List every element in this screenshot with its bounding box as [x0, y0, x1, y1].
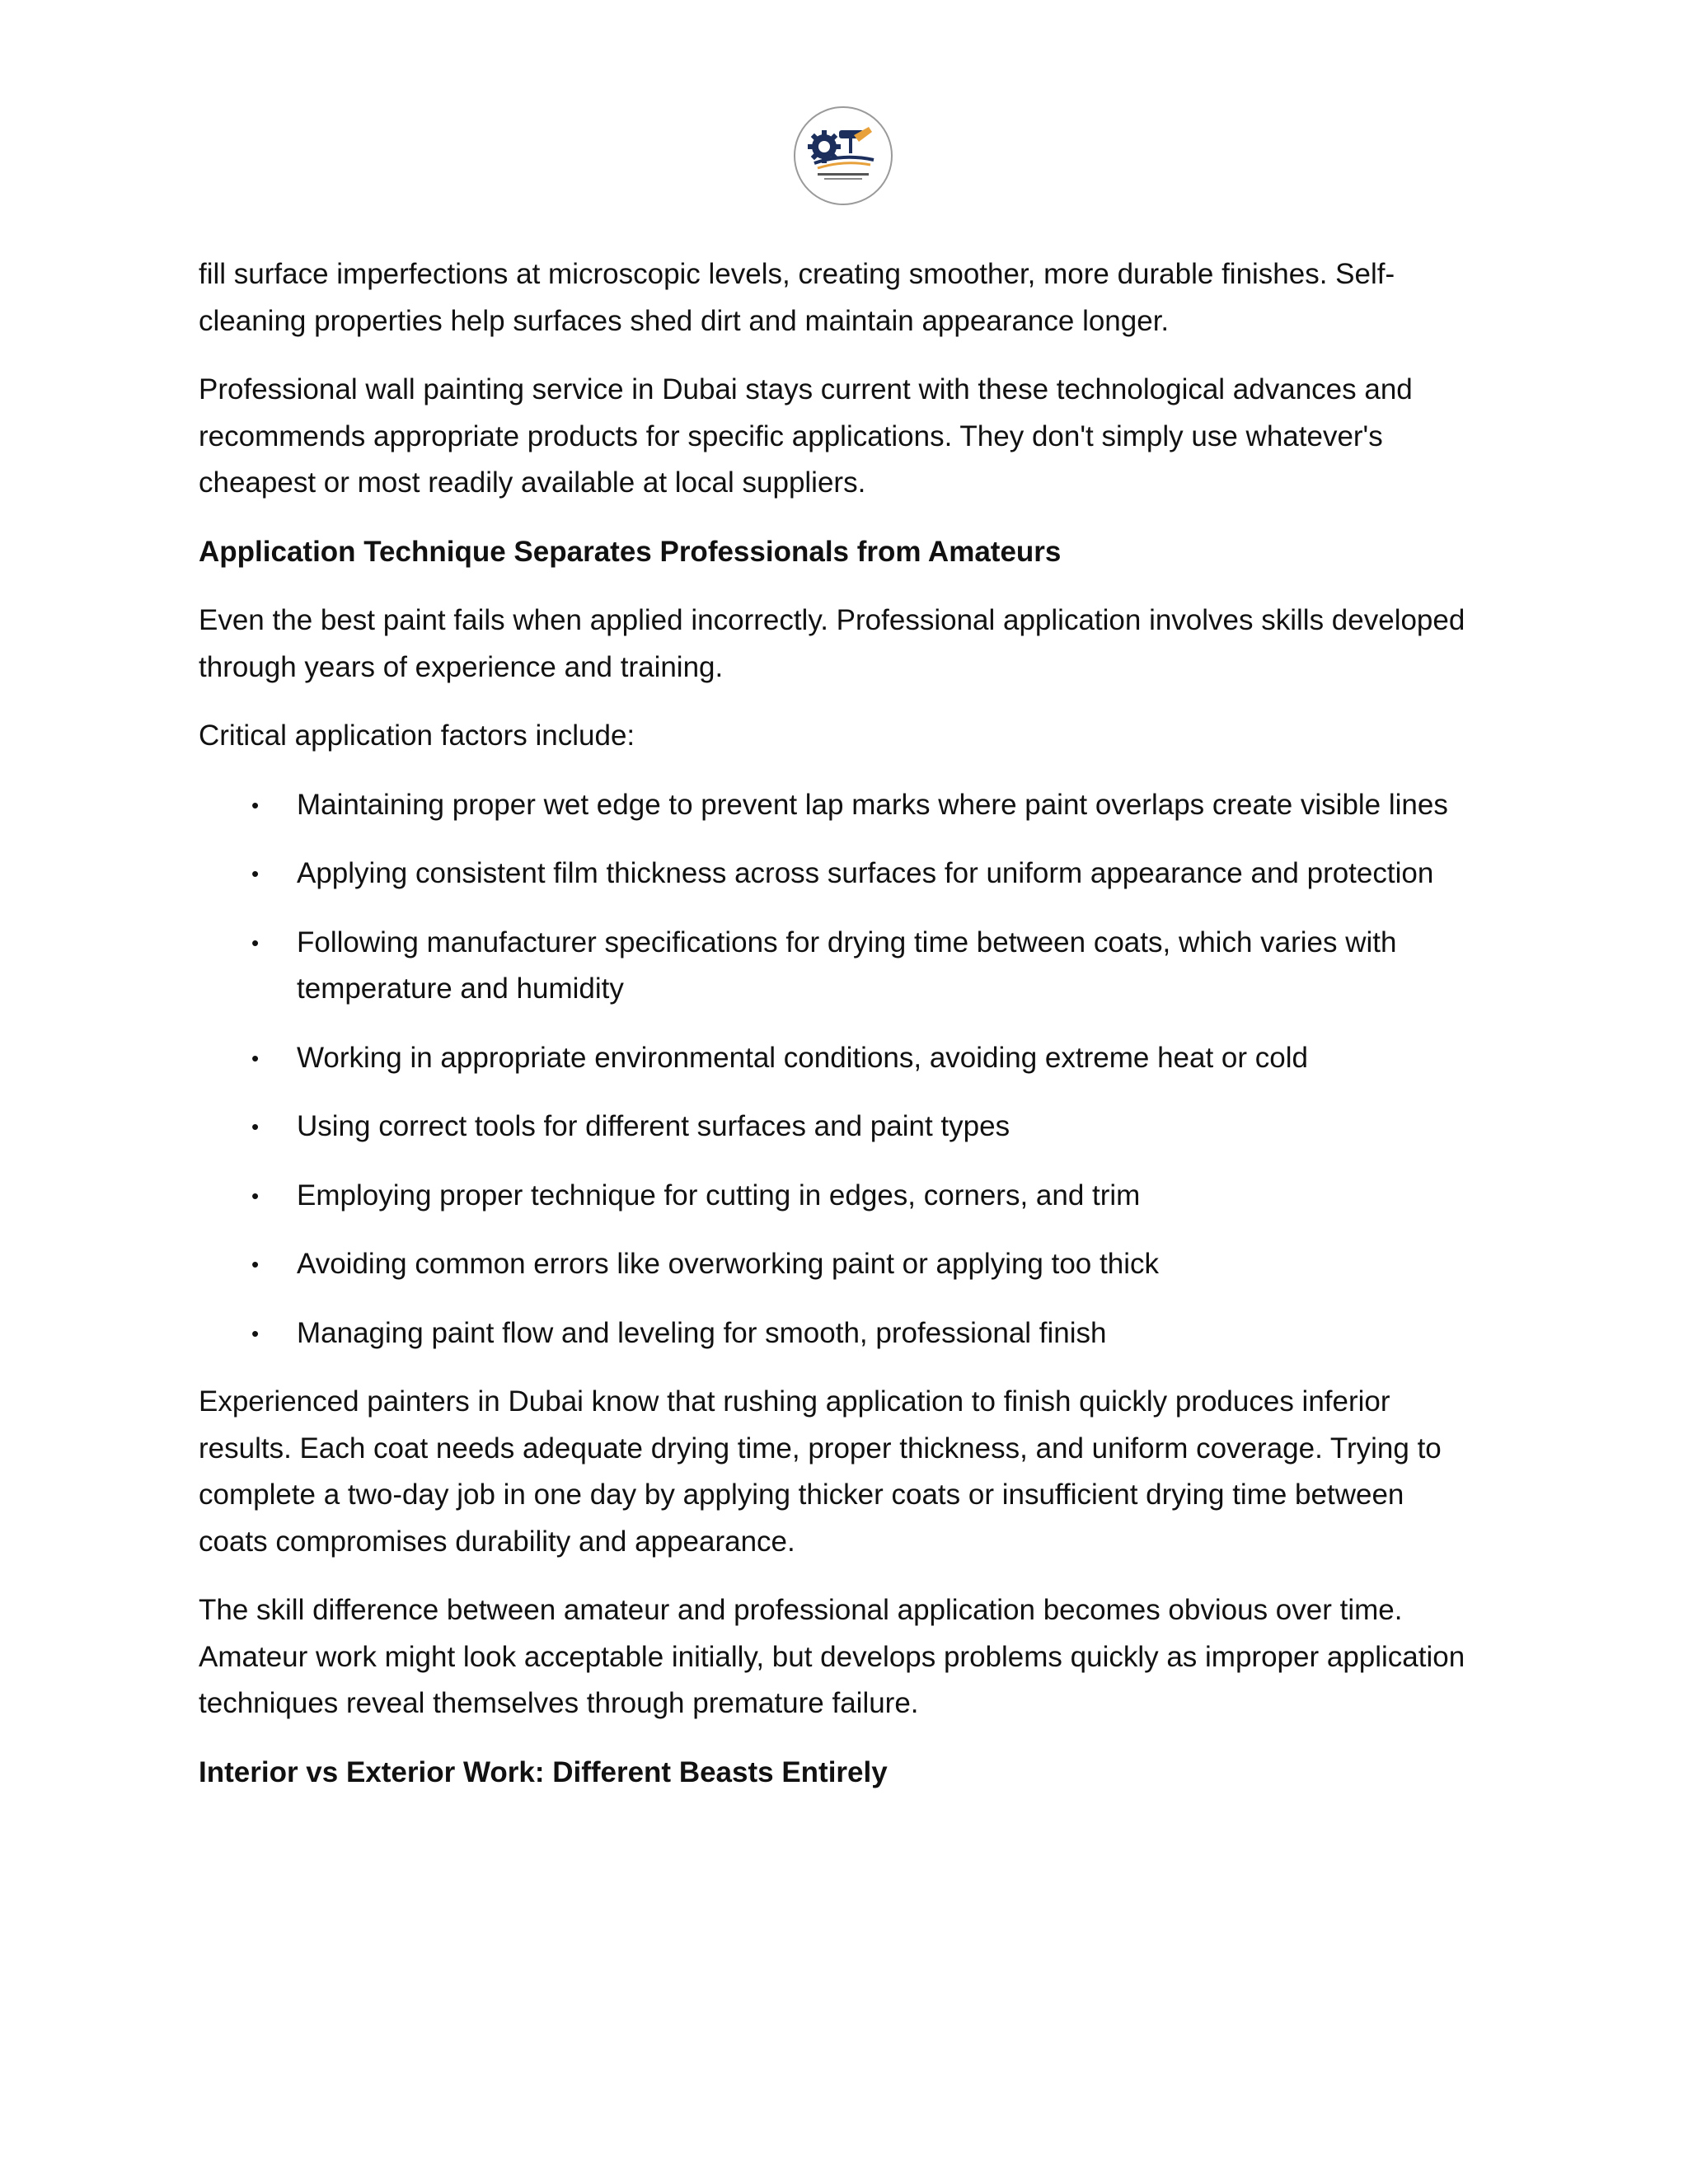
list-lead: Critical application factors include:	[199, 719, 635, 752]
paragraph: Even the best paint fails when applied incorrectly. Professional application involves skills developed through years of experience and training.	[199, 604, 1465, 683]
bullet-icon: •	[251, 930, 260, 955]
paragraph: fill surface imperfections at microscopic levels, creating smoother, more durable finishes. Self-cleaning properties help surfaces shed dirt and maintain appearance longer.	[199, 258, 1395, 337]
bullet-icon: •	[251, 1320, 260, 1346]
section-heading: Interior vs Exterior Work: Different Beasts Entirely	[199, 1755, 888, 1788]
bullet-list	[199, 782, 1468, 1357]
document-body	[199, 251, 1468, 1818]
list-item	[199, 782, 1468, 829]
bullet-icon: •	[251, 1252, 260, 1277]
paragraph: Experienced painters in Dubai know that rushing application to finish quickly produces inferior results. Each coat needs adequate drying time, proper thickness, and uniform coverage. Trying to complete a two-day job in one day by applying thicker coats or insufficient drying time between coats compromises durability and appearance.	[199, 1385, 1442, 1558]
list-item	[199, 920, 1468, 1013]
list-item-text: Employing proper technique for cutting in edges, corners, and trim	[297, 1179, 1141, 1212]
bullet-icon: •	[251, 1183, 260, 1208]
bullet-icon: •	[251, 792, 260, 818]
list-item	[199, 1104, 1468, 1151]
list-item-text: Working in appropriate environmental conditions, avoiding extreme heat or cold	[297, 1041, 1308, 1074]
list-item-text: Following manufacturer specifications for drying time between coats, which varies with temperature and humidity	[297, 926, 1397, 1005]
list-item-text: Applying consistent film thickness across surfaces for uniform appearance and protection	[297, 857, 1434, 889]
paragraph: Professional wall painting service in Dubai stays current with these technological advances and recommends appropriate products for specific applications. They don't simply use whatever's cheapest or most readily available at local suppliers.	[199, 373, 1413, 499]
list-item	[199, 1173, 1468, 1220]
list-item	[199, 1310, 1468, 1357]
bullet-icon: •	[251, 1114, 260, 1139]
paragraph: The skill difference between amateur and professional application becomes obvious over time. Amateur work might look acceptable initially, but develops problems quickly as improper application techniques reveal themselves through premature failure.	[199, 1594, 1465, 1719]
list-item-text: Using correct tools for different surfaces and paint types	[297, 1110, 1010, 1142]
list-item-text: Managing paint flow and leveling for smooth, professional finish	[297, 1316, 1107, 1349]
bullet-icon: •	[251, 861, 260, 886]
list-item-text: Avoiding common errors like overworking paint or applying too thick	[297, 1248, 1159, 1280]
list-item	[199, 1035, 1468, 1082]
list-item-text: Maintaining proper wet edge to prevent lap marks where paint overlaps create visible lines	[297, 788, 1448, 821]
list-item	[199, 1241, 1468, 1288]
bullet-icon: •	[251, 1045, 260, 1071]
list-item	[199, 851, 1468, 898]
section-heading: Application Technique Separates Professionals from Amateurs	[199, 535, 1062, 568]
company-logo-icon	[793, 105, 893, 206]
